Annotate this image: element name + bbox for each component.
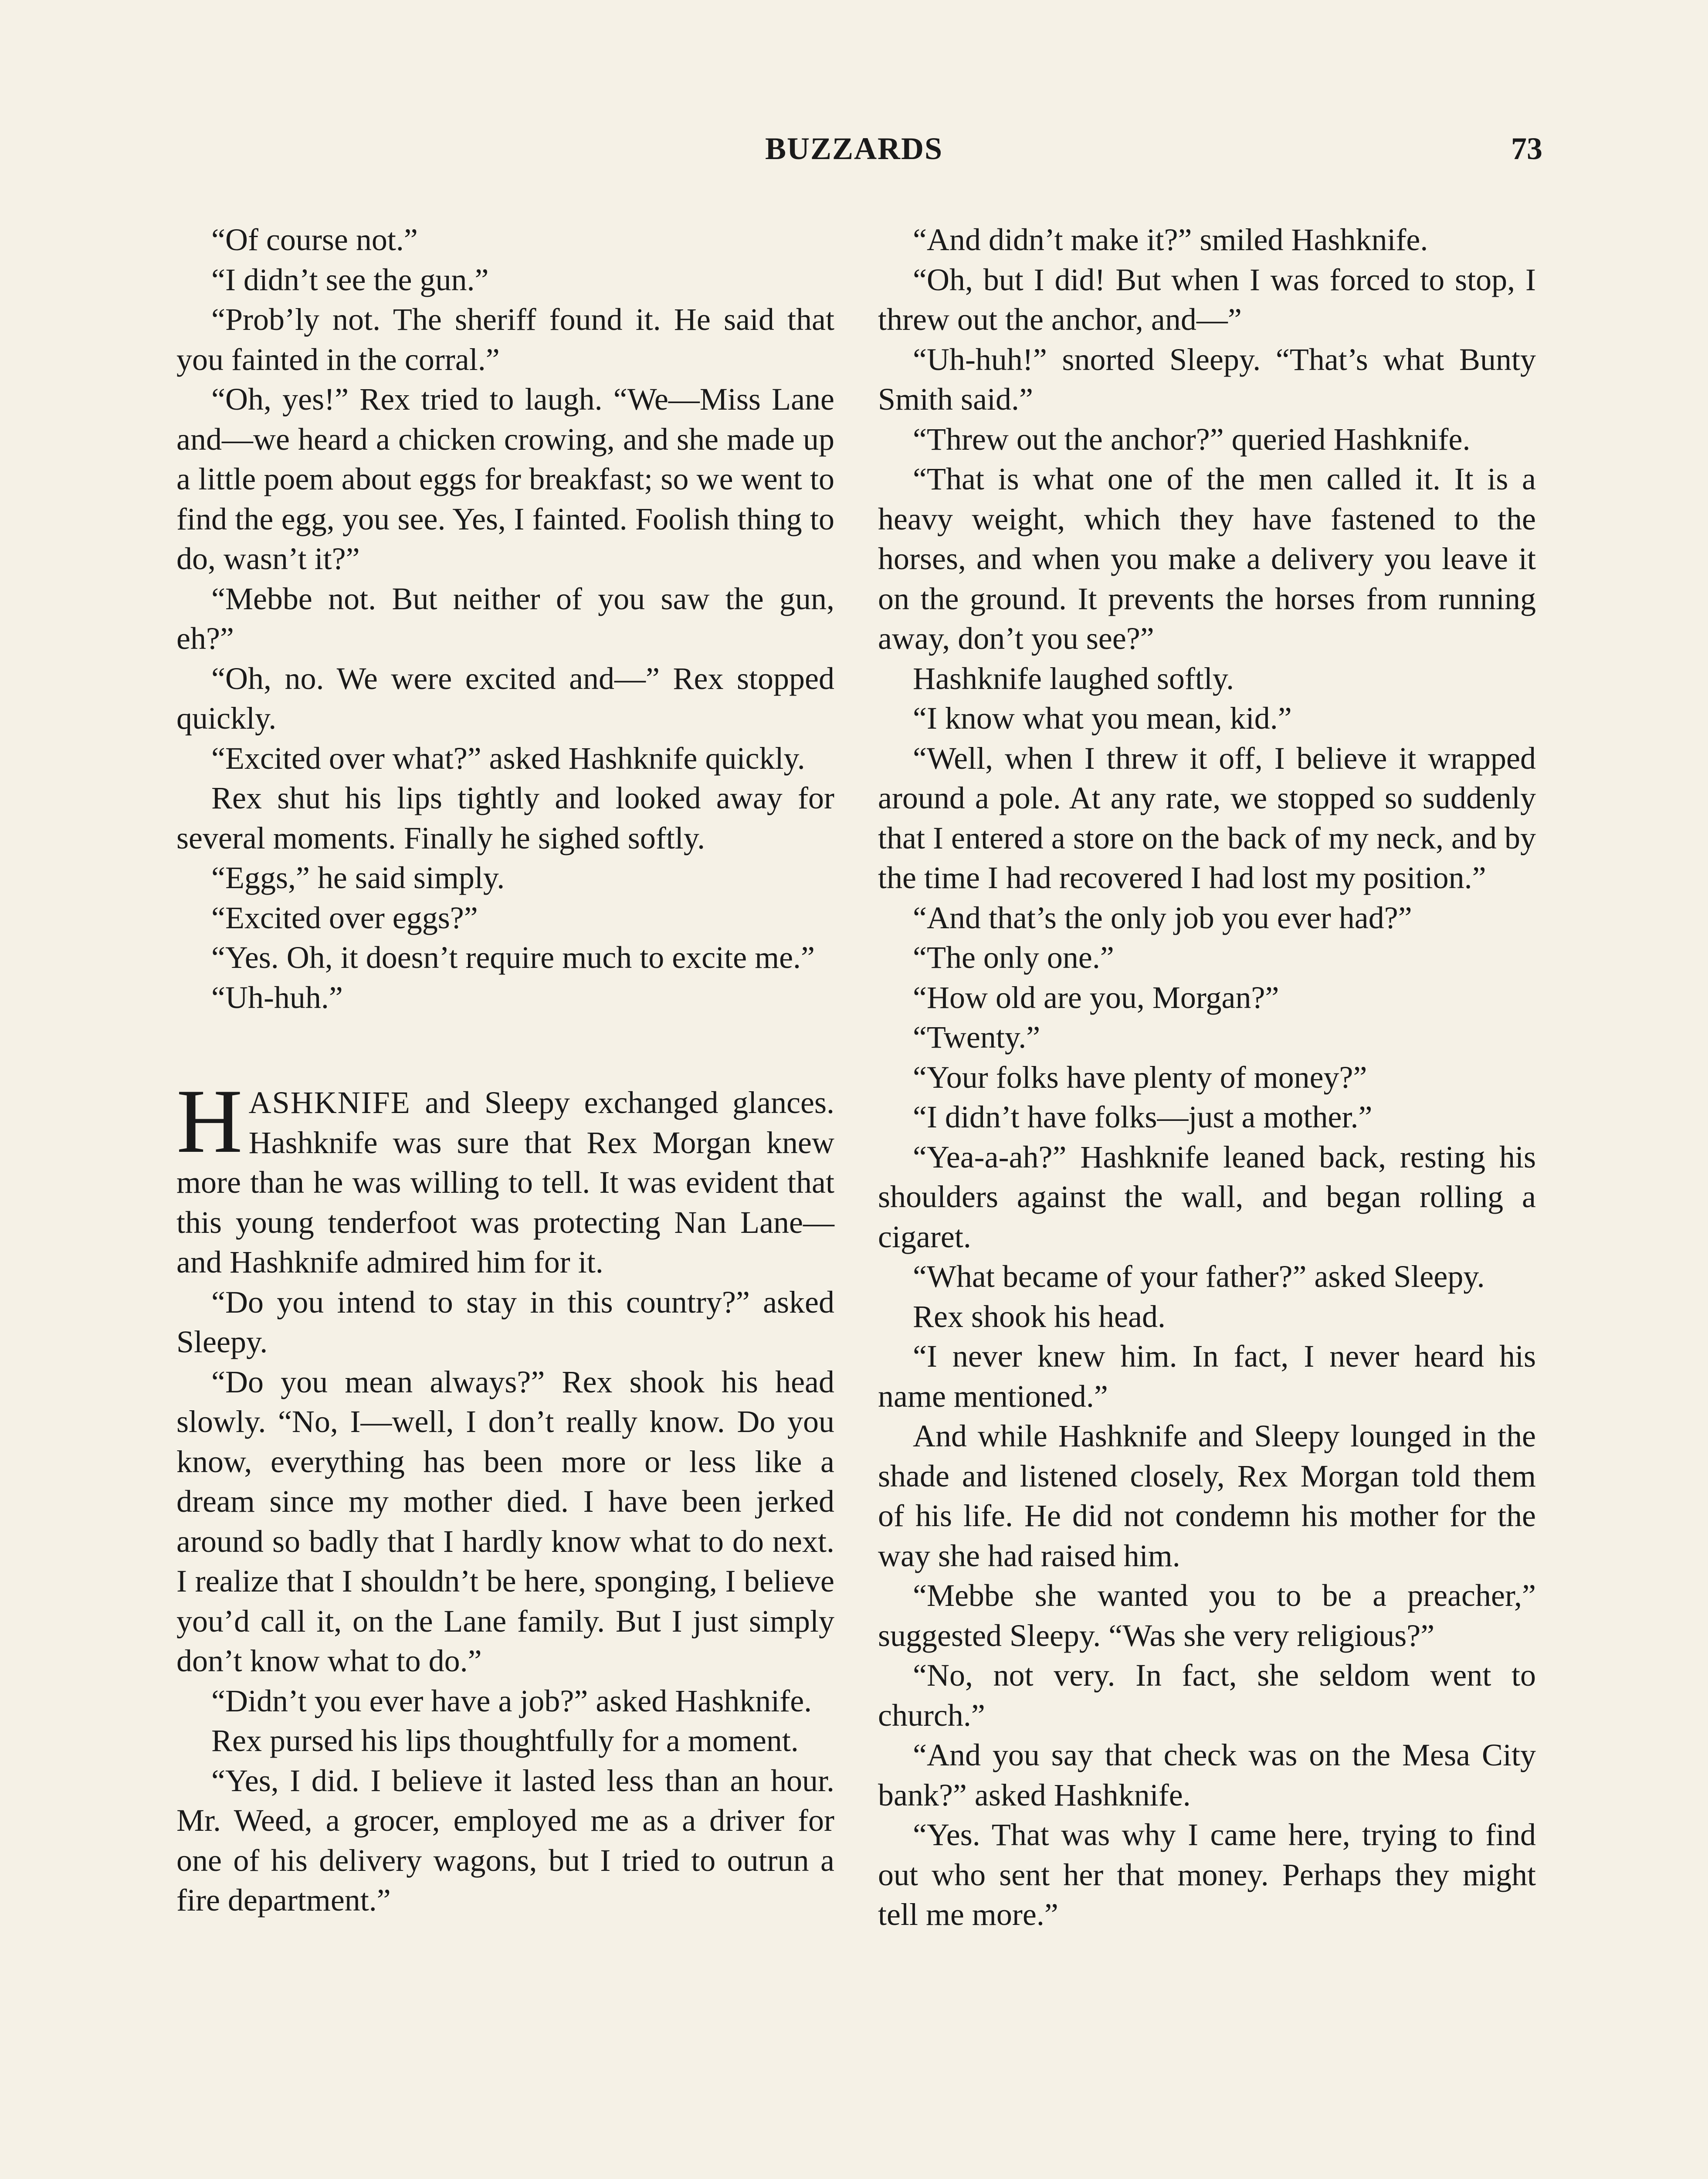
drop-cap: H xyxy=(176,1071,243,1172)
paragraph: “Excited over what?” asked Hashknife quickly. xyxy=(211,740,805,776)
paragraph: “What became of your father?” asked Sleepy. xyxy=(913,1259,1485,1294)
paragraph: “Yes. Oh, it doesn’t require much to excite me.” xyxy=(211,940,815,975)
paragraph: “Mebbe she wanted you to be a preacher,” suggested Sleepy. “Was she very religious?” xyxy=(878,1578,1536,1653)
paragraph: “And you say that check was on the Mesa City bank?” asked Hashknife. xyxy=(878,1738,1536,1812)
paragraph: “Didn’t you ever have a job?” asked Hashknife. xyxy=(211,1683,812,1718)
paragraph: “Uh-huh.” xyxy=(211,980,343,1015)
paragraph: Rex pursed his lips thoughtfully for a moment. xyxy=(211,1723,799,1758)
paragraph: “How old are you, Morgan?” xyxy=(913,980,1279,1015)
paragraph: “I know what you mean, kid.” xyxy=(913,701,1292,736)
section-break xyxy=(176,1018,834,1083)
paragraph: “Yes. That was why I came here, trying to find out who sent her that money. Perhaps they might tell me more.” xyxy=(878,1817,1536,1932)
paragraph: “Excited over eggs?” xyxy=(211,900,478,935)
paragraph: Rex shook his head. xyxy=(913,1299,1166,1334)
paragraph: Hashknife laughed softly. xyxy=(913,661,1234,696)
paragraph: “The only one.” xyxy=(913,940,1114,975)
paragraph: “I never knew him. In fact, I never heard his name mentioned.” xyxy=(878,1339,1536,1414)
paragraph: “Your folks have plenty of money?” xyxy=(913,1059,1367,1095)
paragraph: “That is what one of the men called it. It is a heavy weight, which they have fastened to the horses, and when you make a delivery you leave it on the ground. It prevents the horses from running away, don’t you see?” xyxy=(878,462,1536,656)
paragraph: Rex shut his lips tightly and looked away for several moments. Finally he sighed softly. xyxy=(176,781,834,855)
running-title: BUZZARDS xyxy=(765,131,943,166)
paragraph: “And that’s the only job you ever had?” xyxy=(913,900,1412,935)
paragraph: “Well, when I threw it off, I believe it wrapped around a pole. At any rate, we stopped so suddenly that I entered a store on the back of my neck, and by the time I had recovered I had lost my position.” xyxy=(878,740,1536,895)
small-caps-word: ASHKNIFE xyxy=(248,1085,411,1120)
section-opening-paragraph xyxy=(176,1071,834,1283)
paragraph: “Eggs,” he said simply. xyxy=(211,860,505,895)
running-head xyxy=(0,131,1708,183)
paragraph: “Yes, I did. I believe it lasted less than an hour. Mr. Weed, a grocer, employed me as a driver for one of his delivery wagons, but I tried to outrun a fire department.” xyxy=(176,1763,834,1918)
paragraph: “Do you mean always?” Rex shook his head slowly. “No, I—well, I don’t really know. Do you know, everything has been more or less like a dream since my mother died. I have been jerked around so badly that I hardly know what to do next. I realize that I shouldn’t be here, sponging, I believe you’d call it, on the Lane family. But I just simply don’t know what to do.” xyxy=(176,1364,834,1678)
page-number: 73 xyxy=(1511,131,1542,166)
paragraph: “Threw out the anchor?” queried Hashknife. xyxy=(913,421,1471,457)
paragraph: “Oh, but I did! But when I was forced to stop, I threw out the anchor, and—” xyxy=(878,262,1536,337)
paragraph: “Yea-a-ah?” Hashknife leaned back, resting his shoulders against the wall, and began rolling a cigaret. xyxy=(878,1139,1536,1254)
section-text: and Sleepy exchanged glances. Hashknife was sure that Rex Morgan knew more than he was willing to tell. It was evident that this young tenderfoot was protecting Nan Lane—and Hashknife admired him for it. xyxy=(176,1085,834,1280)
paragraph: “No, not very. In fact, she seldom went to church.” xyxy=(878,1658,1536,1733)
paragraph: “Prob’ly not. The sheriff found it. He said that you fainted in the corral.” xyxy=(176,302,834,377)
paragraph: “Of course not.” xyxy=(211,222,418,257)
right-column xyxy=(878,220,1536,1935)
paragraph: “Do you intend to stay in this country?” asked Sleepy. xyxy=(176,1284,834,1359)
paragraph: And while Hashknife and Sleepy lounged in the shade and listened closely, Rex Morgan told them of his life. He did not condemn his mother for the way she had raised him. xyxy=(878,1419,1536,1573)
paragraph: “Oh, yes!” Rex tried to laugh. “We—Miss Lane and—we heard a chicken crowing, and she made up a little poem about eggs for breakfast; so we went to find the egg, you see. Yes, I fainted. Foolish thing to do, wasn’t it?” xyxy=(176,382,834,576)
paragraph: “And didn’t make it?” smiled Hashknife. xyxy=(913,222,1428,257)
paragraph: “Twenty.” xyxy=(913,1020,1040,1055)
paragraph: “Uh-huh!” snorted Sleepy. “That’s what Bunty Smith said.” xyxy=(878,342,1536,417)
left-column xyxy=(176,220,834,1921)
paragraph: “Oh, no. We were excited and—” Rex stopped quickly. xyxy=(176,661,834,736)
paragraph: “Mebbe not. But neither of you saw the gun, eh?” xyxy=(176,581,834,656)
paragraph: “I didn’t have folks—just a mother.” xyxy=(913,1100,1372,1134)
paragraph: “I didn’t see the gun.” xyxy=(211,262,489,297)
